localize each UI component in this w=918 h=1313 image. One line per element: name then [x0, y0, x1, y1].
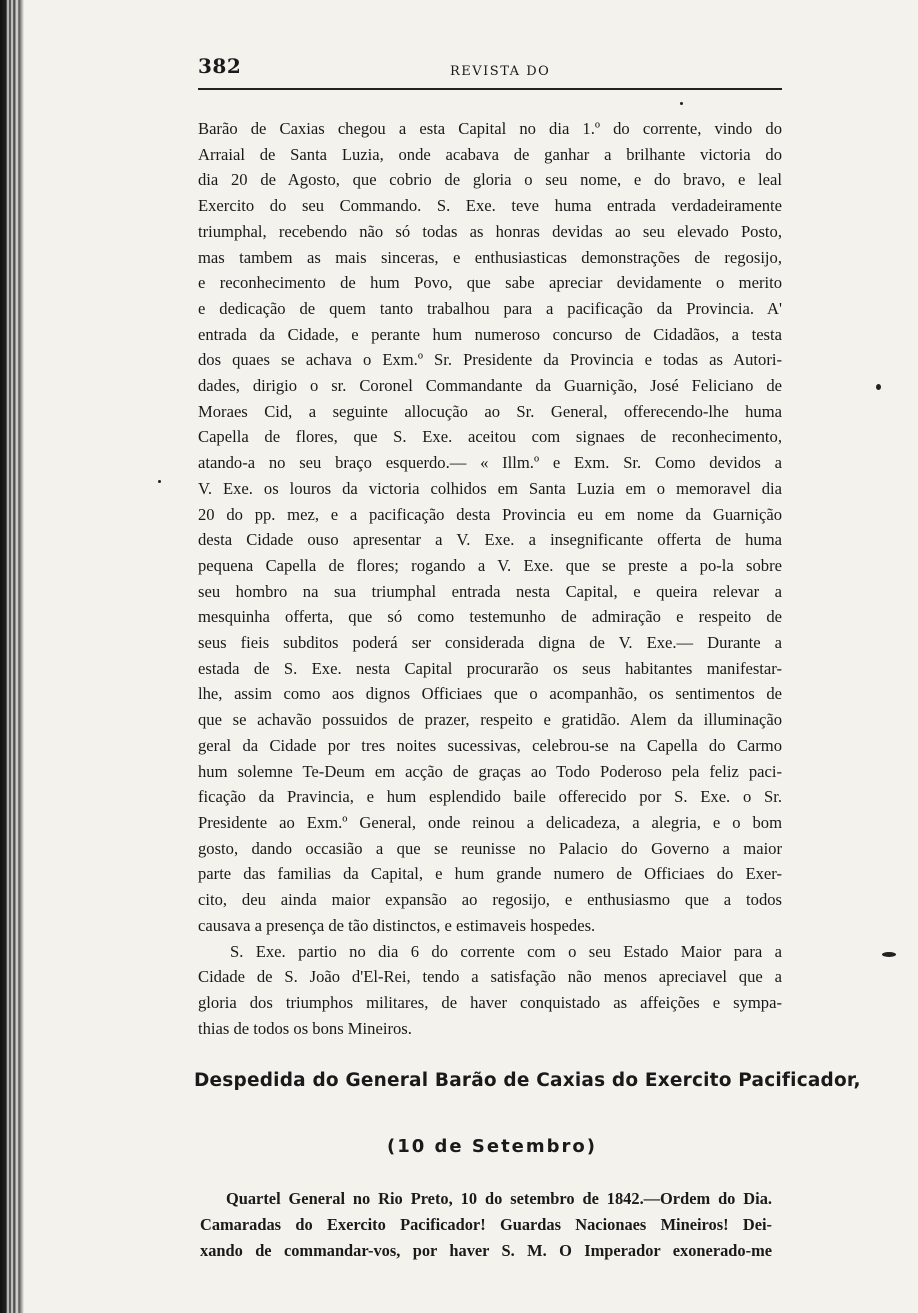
order-of-the-day [200, 1186, 772, 1264]
section-heading: Despedida do General Barão de Caxias do Exercito Pacificador, [194, 1070, 861, 1091]
body-line: atando-a no seu braço esquerdo.— « Illm.º e Exm. Sr. Como devidos a [198, 453, 782, 473]
body-line: 20 do pp. mez, e a pacificação desta Provincia eu em nome da Guarnição [198, 504, 782, 524]
body-line: parte das familias da Capital, e hum grande numero de Officiaes do Exer- [198, 864, 782, 884]
body-line: hum solemne Te-Deum em acção de graças ao Todo Poderoso pela feliz paci- [198, 761, 782, 781]
page-header [198, 52, 782, 92]
page-binding-edge [0, 0, 26, 1313]
body-line: gosto, dando occasião a que se reunisse no Palacio do Governo a maior [198, 838, 782, 858]
body-line: thias de todos os bons Mineiros. [198, 1018, 412, 1038]
body-line: ficação da Pravincia, e hum esplendido baile offerecido por S. Exe. o Sr. [198, 787, 782, 807]
body-line: triumphal, recebendo não só todas as honras devidas ao seu elevado Posto, [198, 221, 782, 241]
body-line: Arraial de Santa Luzia, onde acabava de ganhar a brilhante victoria do [198, 144, 782, 164]
body-line: pequena Capella de flores; rogando a V. Exe. que se preste a po-la sobre [198, 555, 782, 575]
body-line: Exercito do seu Commando. S. Exe. teve huma entrada verdadeiramente [198, 196, 782, 216]
body-line: S. Exe. partio no dia 6 do corrente com o seu Estado Maior para a [230, 941, 782, 961]
body-line: seus fieis subditos poderá ser considerada digna de V. Exe.— Durante a [198, 633, 782, 653]
body-line: desta Cidade ouso apresentar a V. Exe. a insegnificante offerta de huma [198, 530, 782, 550]
body-line: Barão de Caxias chegou a esta Capital no dia 1.º do corrente, vindo do [198, 119, 782, 138]
body-line: V. Exe. os louros da victoria colhidos em Santa Luzia em o memoravel dia [198, 478, 782, 498]
body-line: dos quaes se achava o Exm.º Sr. Presidente da Provincia e todas as Autori- [198, 350, 782, 370]
body-line: Presidente ao Exm.º General, onde reinou a delicadeza, a alegria, e o bom [198, 812, 782, 832]
order-line: Camaradas do Exercito Pacificador! Guardas Nacionaes Mineiros! Dei- [200, 1215, 772, 1234]
ink-speck [680, 102, 683, 105]
body-line: estada de S. Exe. nesta Capital procurarão os seus habitantes manifestar- [198, 658, 782, 678]
ink-speck [876, 384, 881, 390]
body-line: Cidade de S. João d'El-Rei, tendo a satisfação não menos apreciavel que a [198, 967, 782, 987]
order-line: xando de commandar-vos, por haver S. M. O Imperador exonerado-me [200, 1241, 772, 1260]
body-line: lhe, assim como aos dignos Officiaes que o acompanhão, os sentimentos de [198, 684, 782, 704]
body-line: dia 20 de Agosto, que cobrio de gloria o seu nome, e do bravo, e leal [198, 170, 782, 190]
section-date: (10 de Setembro) [387, 1136, 597, 1157]
body-line: geral da Cidade por tres noites sucessivas, celebrou-se na Capella do Carmo [198, 735, 782, 755]
body-line: cito, deu ainda maior expansão ao regosijo, e enthusiasmo que a todos [198, 890, 782, 910]
article-body [198, 116, 782, 1041]
order-line: Quartel General no Rio Preto, 10 do setembro de 1842.—Ordem do Dia. [226, 1189, 772, 1208]
ink-speck [158, 480, 161, 483]
header-rule [198, 88, 782, 90]
body-line: dades, dirigio o sr. Coronel Commandante da Guarnição, José Feliciano de [198, 376, 782, 396]
running-head: REVISTA DO [450, 64, 551, 79]
body-line: e dedicação de quem tanto trabalhou para a pacificação da Provincia. A' [198, 298, 782, 318]
body-line: mesquinha offerta, que só como testemunho de admiração e respeito de [198, 607, 782, 627]
body-line: entrada da Cidade, e perante hum numeroso concurso de Cidadãos, a testa [198, 324, 782, 344]
body-line: gloria dos triumphos militares, de haver conquistado as affeições e sympa- [198, 992, 782, 1012]
body-line: Moraes Cid, a seguinte allocução ao Sr. General, offerecendo-lhe huma [198, 401, 782, 421]
body-line: que se achavão possuidos de prazer, respeito e gratidão. Alem da illuminação [198, 710, 782, 730]
body-line: mas tambem as mais sinceras, e enthusiasticas demonstrações de regosijo, [198, 247, 782, 267]
body-line: seu hombro na sua triumphal entrada nesta Capital, e queira relevar a [198, 581, 782, 601]
page-number: 382 [198, 54, 242, 78]
body-line: causava a presença de tão distinctos, e estimaveis hospedes. [198, 915, 596, 935]
body-line: Capella de flores, que S. Exe. aceitou com signaes de reconhecimento, [198, 427, 782, 447]
body-line: e reconhecimento de hum Povo, que sabe apreciar devidamente o merito [198, 273, 782, 293]
ink-speck [882, 952, 896, 957]
